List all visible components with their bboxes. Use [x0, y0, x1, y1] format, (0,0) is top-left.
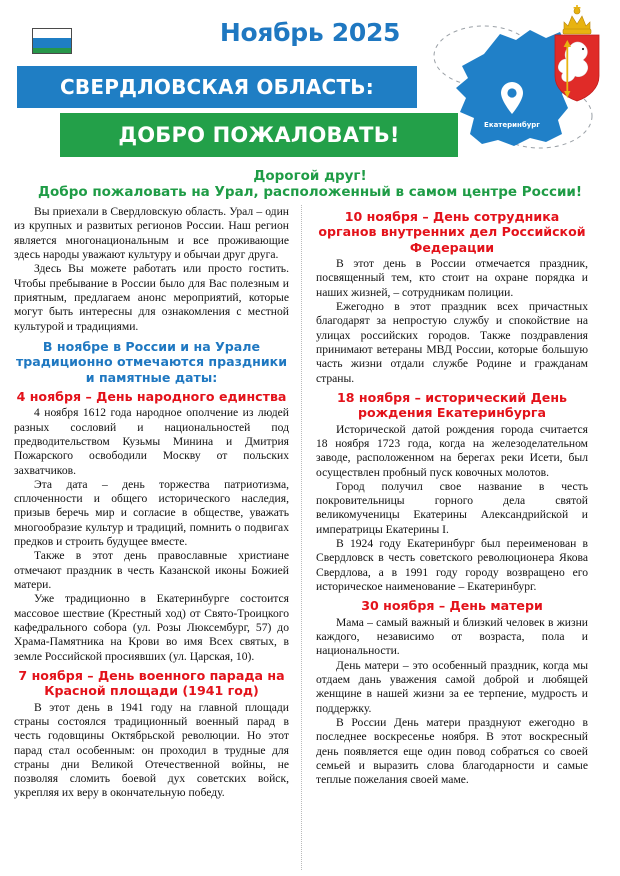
paragraph-nov4-2: Эта дата – день торжества патриотизма, сплоченности и общего исторического наследия, призыв беречь мир и согласие в обществе, уважать многообразие культур и традиций, помнить о подвигах предков и строить будущее вместе.	[14, 477, 289, 549]
paragraph-nov30-2: День матери – это особенный праздник, когда мы отдаем дань уважения самой доброй и любящей женщине в нашей жизни за ее терпение, мудрость и поддержку.	[316, 658, 588, 715]
left-column	[14, 205, 301, 870]
heading-nov-10: 10 ноября – День сотрудника органов внутренних дел Российской Федерации	[318, 209, 586, 255]
right-column	[301, 205, 588, 870]
paragraph-nov18-2: Город получил свое название в честь покровительницы горного дела святой великомученицы Екатерины Александрийской и императрицы Екатерины I.	[316, 479, 588, 536]
article-columns	[14, 205, 606, 870]
paragraph-intro-2: Здесь Вы можете работать или просто гостить. Чтобы пребывание в России было для Вас полезным и приятным, предлагаем анонс мероприятий, которые могут быть интересны для ознакомления с местной культурой и традициями.	[14, 262, 289, 333]
paragraph-nov18-3: В 1924 году Екатеринбург был переименован в Свердловск в честь советского революционера Якова Свердлова, а в 1991 году городу возвращено его историческое наименование – Екатеринбург.	[316, 537, 588, 594]
page-title: Ноябрь 2025	[219, 18, 401, 47]
paragraph-nov4-4: Уже традиционно в Екатеринбурге состоится массовое шествие (Крестный ход) от Свято-Троицкого кафедрального собора (ул. Розы Люксембург, 57) до Храма-Памятника на Крови во имя Всех святых, в земле Российской просиявших (ул. Царская, 10).	[14, 592, 289, 663]
region-banner-label: СВЕРДЛОВСКАЯ ОБЛАСТЬ:	[60, 75, 374, 99]
paragraph-nov18-1: Исторической датой рождения города считается 18 ноября 1723 года, когда на железоделательном заводе, расположенном на берегах реки Исети, был осуществлен пробный пуск ковочных молотов.	[316, 422, 588, 479]
heading-nov-18: 18 ноября – исторический День рождения Екатеринбурга	[336, 389, 568, 421]
coat-of-arms-icon	[546, 2, 608, 106]
greeting-line-2: Добро пожаловать на Урал, расположенный в самом центре России!	[37, 184, 583, 201]
greeting-line-1: Дорогой друг!	[253, 168, 367, 184]
greeting-block	[0, 168, 620, 201]
paragraph-nov30-1: Мама – самый важный и близкий человек в жизни каждого, независимо от возраста, пола и национальности.	[316, 615, 588, 658]
welcome-banner-label: ДОБРО ПОЖАЛОВАТЬ!	[118, 123, 400, 147]
paragraph-nov4-3: Также в этот день православные христиане отмечают праздник в честь Казанской иконы Божией матери.	[14, 549, 289, 591]
crown-shape	[563, 5, 591, 34]
region-banner	[17, 66, 417, 108]
welcome-banner	[60, 113, 458, 157]
page-header	[0, 0, 620, 200]
paragraph-nov10-2: Ежегодно в этот праздник всех причастных благодарят за непростую службу и спокойствие на улицах российских городов. Также поздравления принимают ветераны МВД России, которые большую часть жизни отдали службе Родине и гражданам страны.	[316, 300, 588, 385]
heading-nov-4: 4 ноября – День народного единства	[16, 388, 287, 404]
paragraph-nov10-1: В этот день в России отмечается праздник, посвященный тем, кто стоит на охране порядка и наших жизней, – сотрудникам полиции.	[316, 257, 588, 299]
map-city-label: Екатеринбург	[484, 121, 540, 129]
heading-nov-30: 30 ноября – День матери	[361, 598, 543, 614]
paragraph-intro-1: Вы приехали в Свердловскую область. Урал – один из крупных и развитых регионов России. Наш регион является многонациональным и все проживающие здесь народы уважают культуру и обычаи друг друга.	[14, 205, 289, 261]
paragraph-nov30-3: В России День матери празднуют ежегодно в последнее воскресенье ноября. В этот воскресный день появляется еще один повод собраться со своей семьей и выразить слова благодарности и самые теплые пожелания своей маме.	[316, 715, 588, 787]
paragraph-nov4-1: 4 ноября 1612 года народное ополчение из людей разных сословий и национальностей под предводительством Кузьмы Минина и Дмитрия Пожарского освободили Москву от польских захватчиков.	[14, 406, 289, 477]
heading-november-holidays: В ноябре в России и на Урале традиционно отмечаются праздники и памятные даты:	[15, 338, 288, 385]
heading-nov-7: 7 ноября – День военного парада на Красной площади (1941 год)	[18, 667, 285, 699]
paragraph-nov7-1: В этот день в 1941 году на главной площади страны состоялся традиционный военный парад в честь годовщины Октябрьской революции. Но этот парад стал особенным: он проходил в трудные для страны дни Великой Отечественной войны, не позволяя сломить боевой дух советских войск, укрепляя их веру в окончательную победу.	[14, 700, 289, 800]
